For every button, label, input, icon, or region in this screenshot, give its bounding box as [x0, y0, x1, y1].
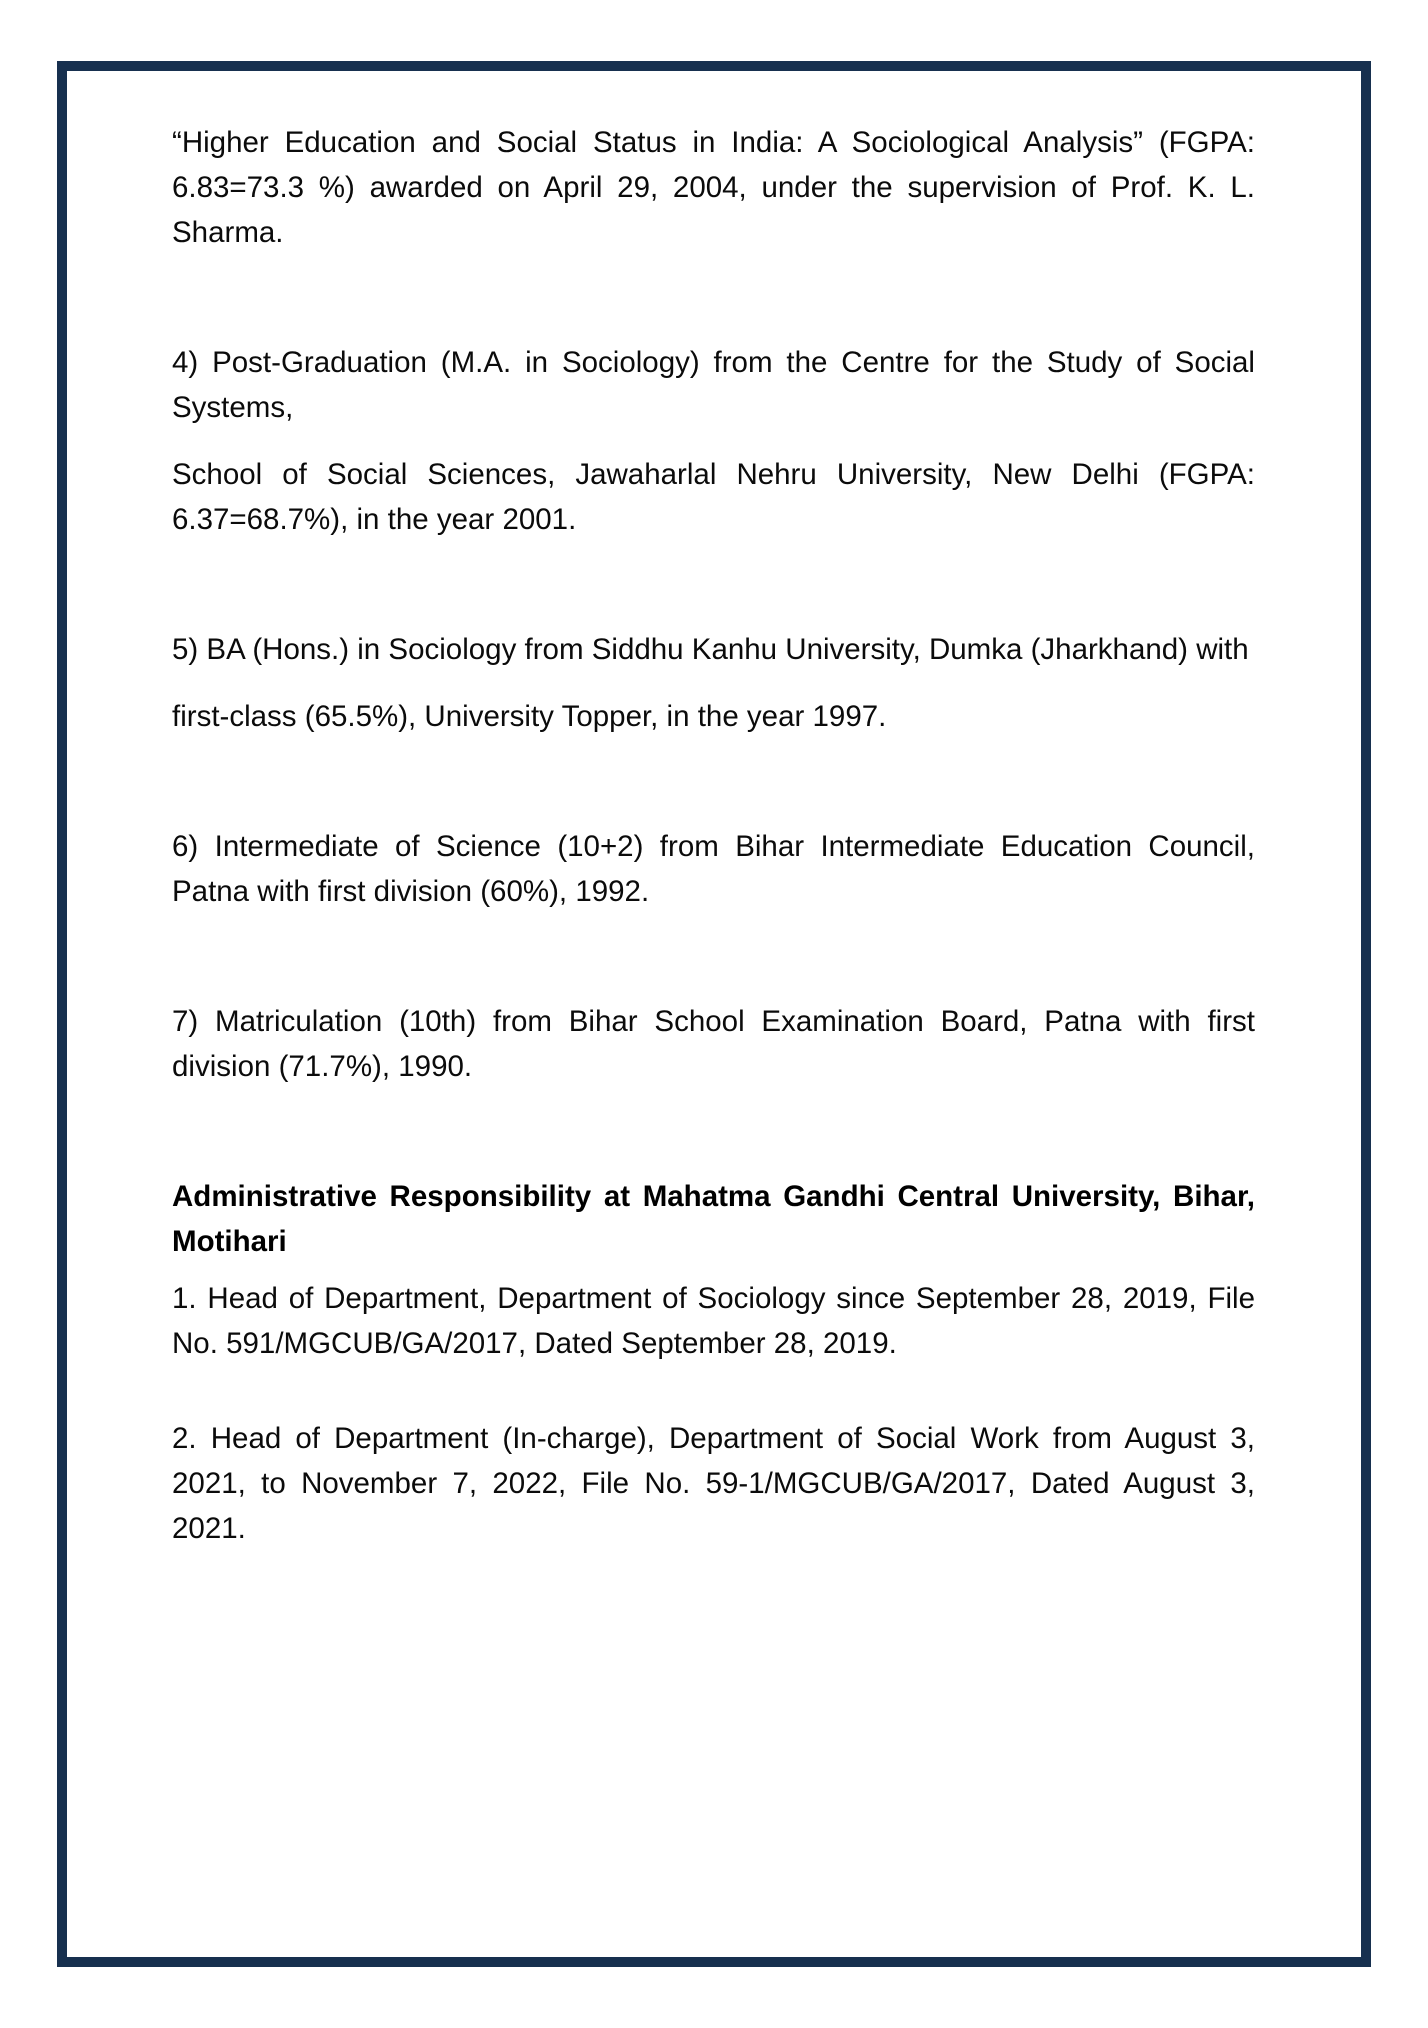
post-graduation-paragraph-line2: School of Social Sciences, Jawaharlal Nehru University, New Delhi (FGPA: 6.37=68.7%), in the year 2001.	[172, 458, 1255, 536]
block-spacer	[172, 739, 1255, 824]
ba-hons-paragraph-line2: first-class (65.5%), University Topper, in the year 1997.	[172, 700, 887, 733]
admin-item-head-of-department-sociology: 1. Head of Department, Department of Sociology since September 28, 2019, File No. 591/MGCUB/GA/2017, Dated September 28, 2019.	[172, 1282, 1255, 1360]
block-spacer	[172, 255, 1255, 340]
block-spacer	[172, 1366, 1255, 1416]
block-spacer	[172, 430, 1255, 452]
administrative-responsibility-heading: Administrative Responsibility at Mahatma Gandhi Central University, Bihar, Motihari	[172, 1180, 1255, 1258]
block-spacer	[172, 542, 1255, 627]
block-spacer	[172, 914, 1255, 999]
intermediate-science-paragraph: 6) Intermediate of Science (10+2) from Bihar Intermediate Education Council, Patna with first division (60%), 1992.	[172, 830, 1255, 908]
ba-hons-paragraph-line1: 5) BA (Hons.) in Sociology from Siddhu Kanhu University, Dumka (Jharkhand) with	[172, 633, 1249, 666]
admin-item-head-of-department-social-work: 2. Head of Department (In-charge), Department of Social Work from August 3, 2021, to November 7, 2022, File No. 59-1/MGCUB/GA/2017, Dated August 3, 2021.	[172, 1422, 1255, 1545]
post-graduation-paragraph-line1: 4) Post-Graduation (M.A. in Sociology) from the Centre for the Study of Social Systems,	[172, 346, 1255, 424]
thesis-title-paragraph: “Higher Education and Social Status in India: A Sociological Analysis” (FGPA: 6.83=73.3 %) awarded on April 29, 2004, under the supervision of Prof. K. L. Sharma.	[172, 126, 1255, 249]
block-spacer	[172, 1264, 1255, 1276]
block-spacer	[172, 672, 1255, 694]
document-content	[172, 120, 1255, 1551]
block-spacer	[172, 1089, 1255, 1174]
matriculation-paragraph: 7) Matriculation (10th) from Bihar School Examination Board, Patna with first division (71.7%), 1990.	[172, 1005, 1255, 1083]
